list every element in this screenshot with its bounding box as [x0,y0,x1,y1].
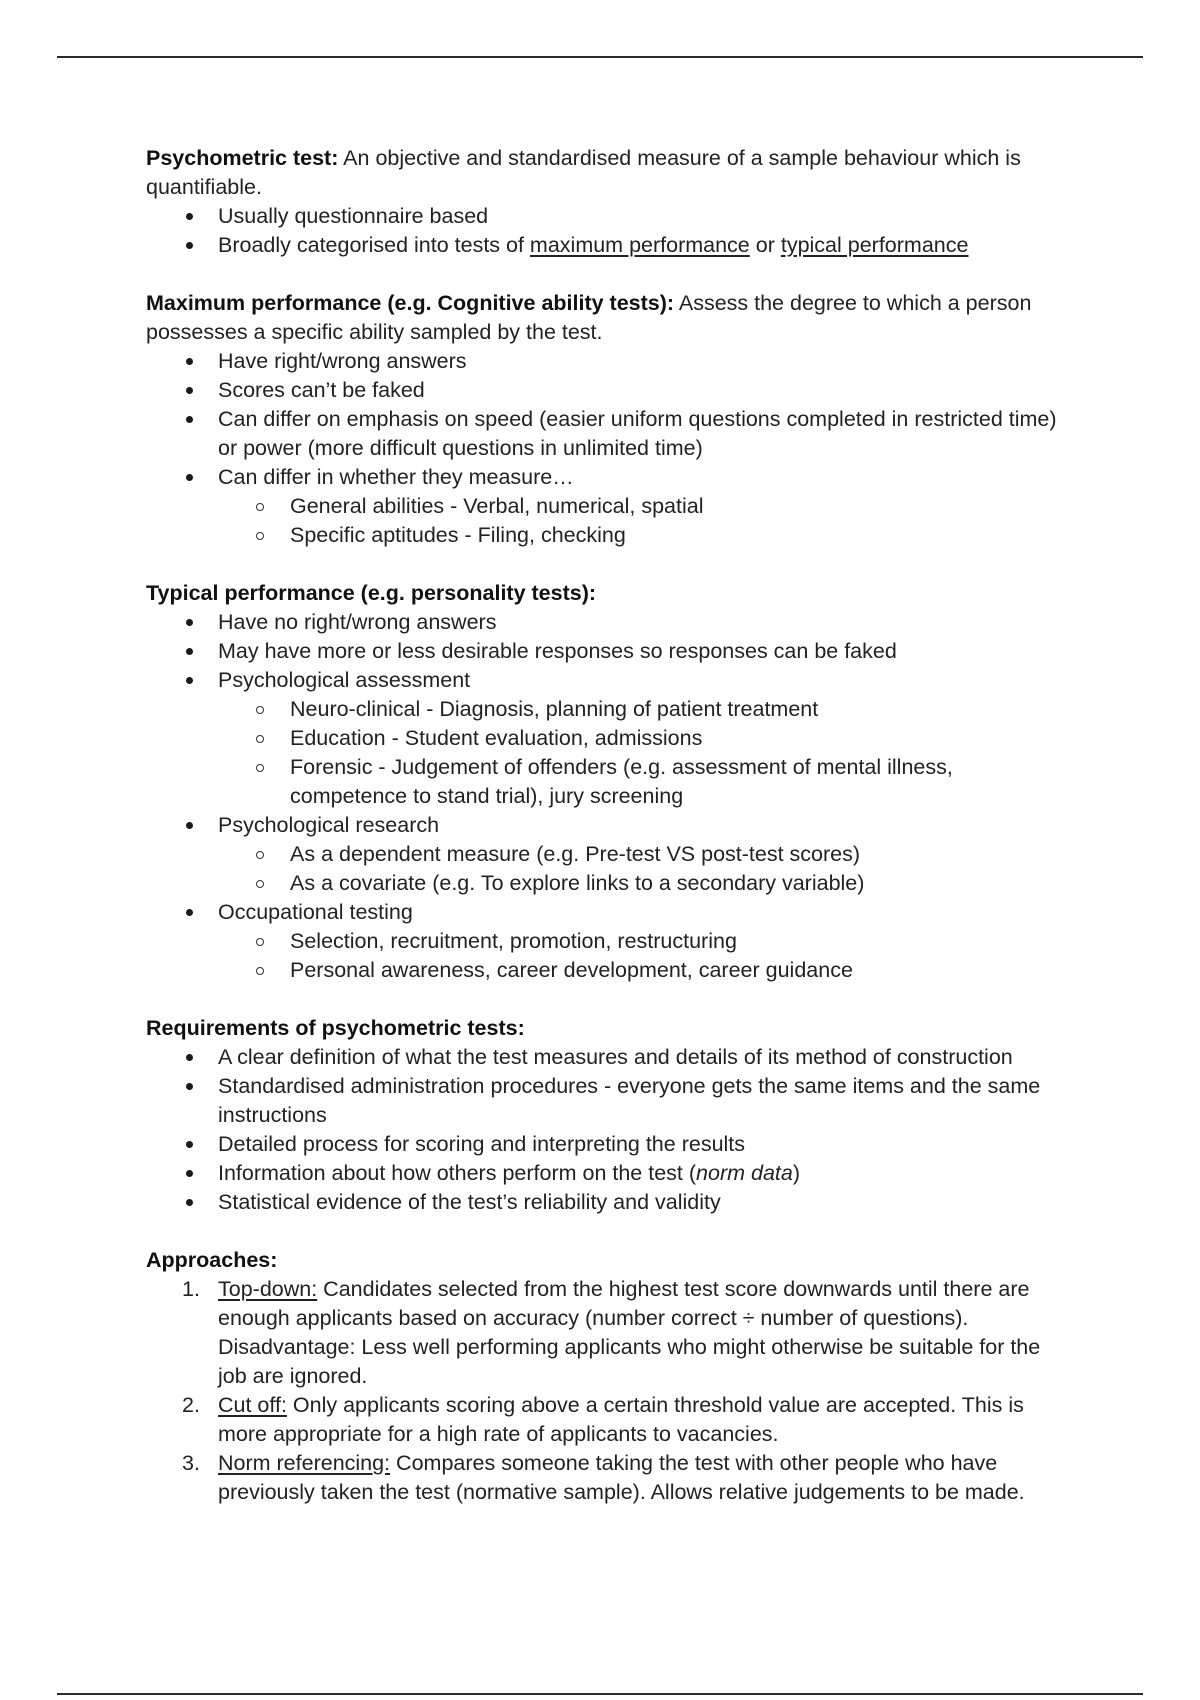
bullet-list [146,608,1071,695]
bullet-list [146,202,1071,260]
section-heading: Approaches: [146,1248,278,1272]
list-item: May have more or less desirable responses so responses can be faked [146,637,1071,666]
sub-list-item: Selection, recruitment, promotion, restructuring [146,927,1071,956]
list-item: Statistical evidence of the test’s reliability and validity [146,1188,1071,1217]
sub-list-item: Forensic - Judgement of offenders (e.g. assessment of mental illness, competence to stand trial), jury screening [146,753,1071,811]
list-item: Usually questionnaire based [146,202,1071,231]
list-item: Standardised administration procedures - everyone gets the same items and the same instructions [146,1072,1071,1130]
list-item: Psychological assessment [146,666,1071,695]
cut-off-term: Cut off: [218,1393,287,1417]
section-heading: Requirements of psychometric tests: [146,1016,525,1040]
list-item: Can differ on emphasis on speed (easier uniform questions completed in restricted time) or power (more difficult questions in unlimited time) [146,405,1071,463]
sub-list-item: Education - Student evaluation, admissions [146,724,1071,753]
list-item: Occupational testing [146,898,1071,927]
sub-bullet-list [146,840,1071,898]
list-item: Detailed process for scoring and interpreting the results [146,1130,1071,1159]
list-item: Have no right/wrong answers [146,608,1071,637]
numbered-list [146,1275,1071,1507]
section-typical-performance [146,579,1071,985]
section-heading: Typical performance (e.g. personality tests): [146,581,597,605]
sub-list-item: Neuro-clinical - Diagnosis, planning of patient treatment [146,695,1071,724]
definition-paragraph: Psychometric test: An objective and standardised measure of a sample behaviour which is quantifiable. [146,146,1021,199]
sub-list-item: General abilities - Verbal, numerical, spatial [146,492,1071,521]
norm-referencing-term: Norm referencing: [218,1451,391,1475]
sub-bullet-list [146,695,1071,811]
section-psychometric-test [146,144,1071,260]
sub-list-item: As a dependent measure (e.g. Pre-test VS post-test scores) [146,840,1071,869]
bullet-list [146,347,1071,492]
list-item: Broadly categorised into tests of maximum performance or typical performance [146,231,1071,260]
norm-data-term: norm data [696,1161,793,1185]
sub-list-item: Personal awareness, career development, career guidance [146,956,1071,985]
bottom-rule [57,1693,1143,1695]
top-down-term: Top-down: [218,1277,318,1301]
numbered-item: 1. Top-down: Candidates selected from the highest test score downwards until there are enough applicants based on accuracy (number correct ÷ number of questions). Disadvantage: Less well performing applicants who might otherwise be suitable for the job are ignored. [182,1277,1041,1388]
list-item: A clear definition of what the test measures and details of its method of construction [146,1043,1071,1072]
document-body [146,144,1071,1536]
bullet-list [146,811,1071,840]
list-item: Information about how others perform on the test (norm data) [146,1159,1071,1188]
list-item: Have right/wrong answers [146,347,1071,376]
numbered-item: 3. Norm referencing: Compares someone taking the test with other people who have previously taken the test (normative sample). Allows relative judgements to be made. [182,1451,1025,1504]
term-heading: Maximum performance (e.g. Cognitive ability tests): [146,291,675,315]
item-number: 3. [182,1451,200,1475]
top-rule [57,56,1143,58]
item-number: 1. [182,1277,200,1301]
bullet-list [146,898,1071,927]
sub-list-item: As a covariate (e.g. To explore links to a secondary variable) [146,869,1071,898]
list-item: Psychological research [146,811,1071,840]
section-maximum-performance [146,289,1071,550]
sub-bullet-list [146,927,1071,985]
numbered-item: 2. Cut off: Only applicants scoring above a certain threshold value are accepted. This is more appropriate for a high rate of applicants to vacancies. [182,1393,1024,1446]
sub-bullet-list [146,492,1071,550]
definition-paragraph: Maximum performance (e.g. Cognitive ability tests): Assess the degree to which a person possesses a specific ability sampled by the test. [146,291,1032,344]
bullet-list [146,1043,1071,1217]
item-number: 2. [182,1393,200,1417]
section-requirements [146,1014,1071,1217]
sub-list-item: Specific aptitudes - Filing, checking [146,521,1071,550]
maximum-performance-term: maximum performance [529,233,750,257]
list-item: Scores can’t be faked [146,376,1071,405]
term-heading: Psychometric test: [146,146,339,170]
section-approaches [146,1246,1071,1507]
typical-performance-term: typical performance [780,233,969,257]
list-item: Can differ in whether they measure… [146,463,1071,492]
